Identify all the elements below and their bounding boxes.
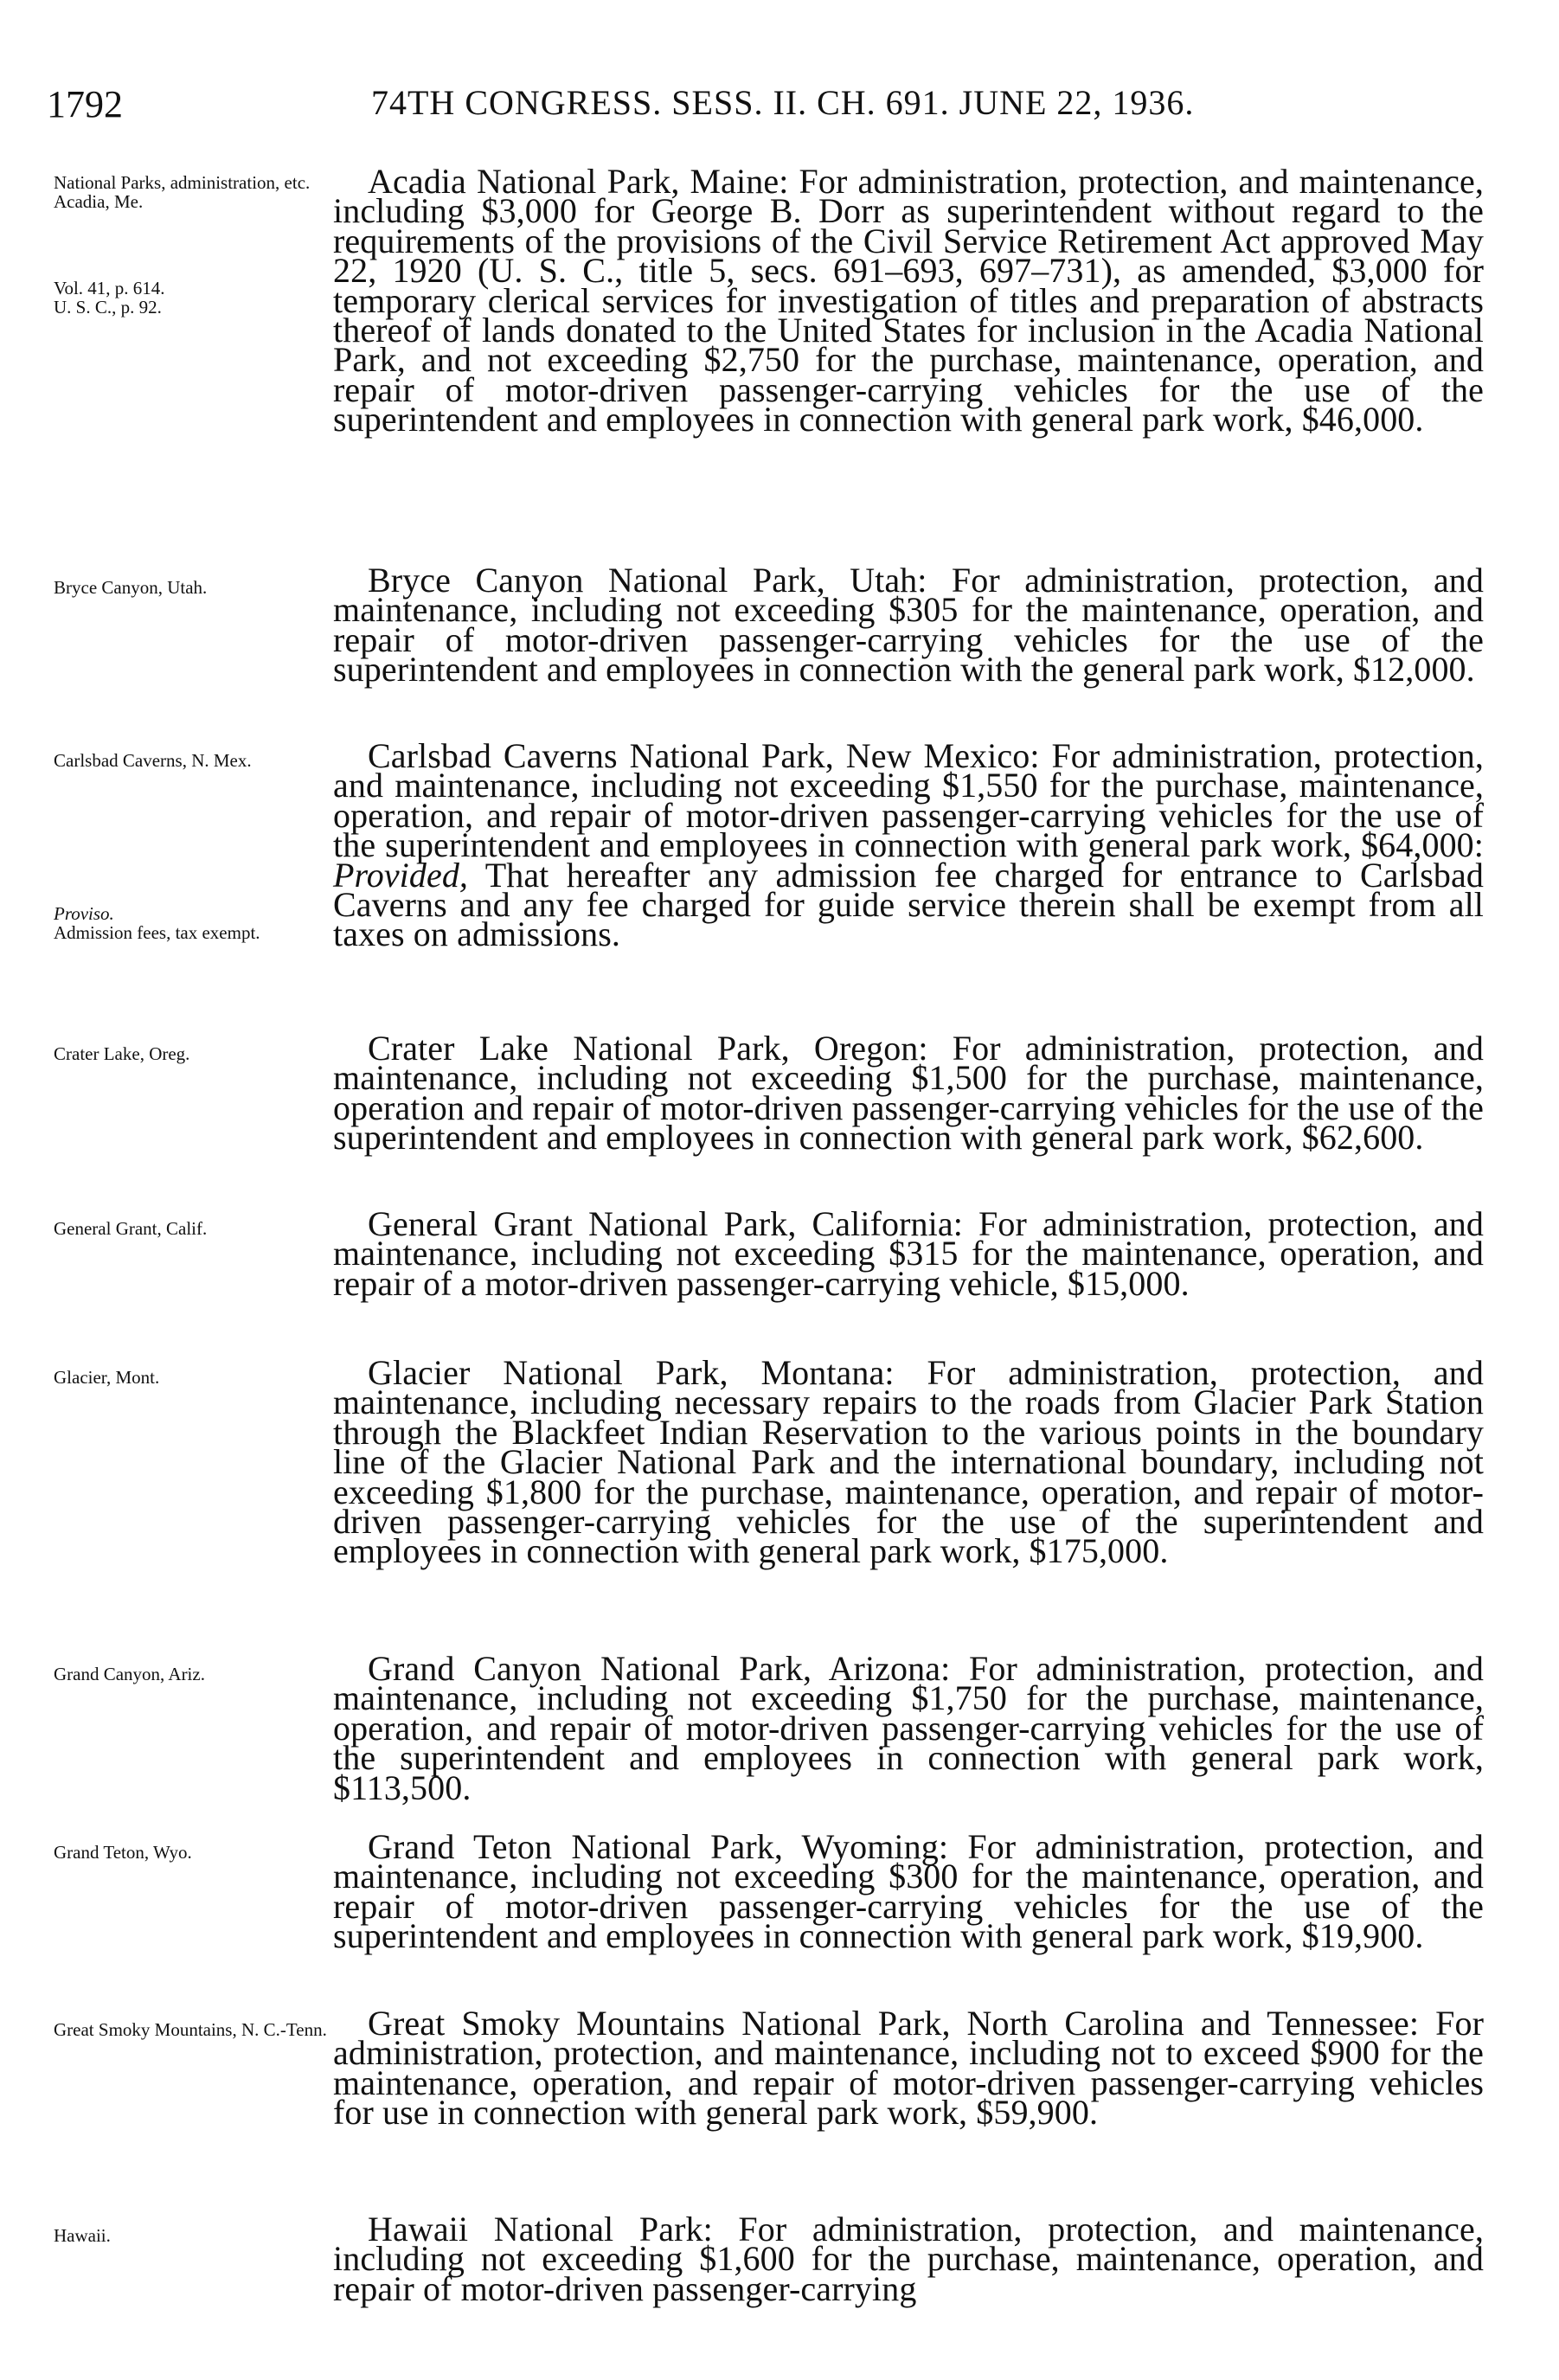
margin-note-line: Crater Lake, Oreg. bbox=[54, 1043, 190, 1064]
margin-note-line: National Parks, administration, etc. bbox=[54, 172, 311, 193]
paragraph-text: Grand Teton National Park, Wyoming: For administration, protection, and maintenance, including not exceeding $300 for the maintenance, operation, and repair of motor-driven passenger-carrying vehicles for the use of the superintendent and employees in connection with general park work, $19,900. bbox=[333, 1827, 1484, 1956]
paragraph-crater-lake bbox=[333, 1029, 1484, 1158]
margin-note-line: Glacier, Mont. bbox=[54, 1367, 160, 1388]
paragraph-text: General Grant National Park, California: For administration, protection, and maintenance, including not exceeding $315 for the maintenance, operation, and repair of a motor-driven passenger-carrying vehicle, $15,000. bbox=[333, 1204, 1484, 1303]
paragraph-hawaii bbox=[333, 2210, 1484, 2308]
paragraph-tail: That hereafter any admission fee charged for entrance to Carlsbad Caverns and any fee charged for guide service therein shall be exempt from all taxes on admissions. bbox=[333, 855, 1484, 954]
paragraph-text: Great Smoky Mountains National Park, North Carolina and Tennessee: For administration, protection, and maintenance, including not to exceed $900 for the maintenance, operation, and repair of motor-driven passenger-carrying vehicles for use in connection with general park work, $59,900. bbox=[333, 2004, 1484, 2133]
running-head: 74TH CONGRESS. SESS. II. CH. 691. JUNE 22, 1936. bbox=[371, 83, 1195, 122]
page-number: 1792 bbox=[47, 83, 123, 125]
paragraph-carlsbad bbox=[333, 736, 1484, 954]
margin-note-bryce bbox=[54, 578, 330, 597]
paragraph-text: Glacier National Park, Montana: For administration, protection, and maintenance, including necessary repairs to the roads from Glacier Park Station through the Blackfeet Indian Reservation to the various points in the boundary line of the Glacier National Park and the international boundary, including not exceeding $1,800 for the purchase, maintenance, operation, and repair of motor-driven passenger-carrying vehicles for the use of the superintendent and employees in connection with general park work, $175,000. bbox=[333, 1353, 1484, 1571]
running-header bbox=[47, 82, 1483, 134]
paragraph-text: Crater Lake National Park, Oregon: For administration, protection, and maintenance, including not exceeding $1,500 for the purchase, maintenance, operation and repair of motor-driven passenger-carrying vehicles for the use of the superintendent and employees in connection with general park work, $62,600. bbox=[333, 1029, 1484, 1158]
margin-note-grand-canyon bbox=[54, 1665, 330, 1684]
paragraph-text bbox=[333, 736, 1484, 954]
paragraph-bryce-canyon bbox=[333, 561, 1484, 690]
margin-note-line: U. S. C., p. 92. bbox=[54, 297, 162, 318]
margin-note-line: Bryce Canyon, Utah. bbox=[54, 577, 208, 598]
margin-note-glacier bbox=[54, 1368, 330, 1387]
margin-note-proviso bbox=[54, 904, 330, 942]
margin-note-general-grant bbox=[54, 1219, 330, 1238]
paragraph-grand-canyon bbox=[333, 1649, 1484, 1807]
margin-note-crater-lake bbox=[54, 1044, 330, 1063]
margin-note-line: Vol. 41, p. 614. bbox=[54, 278, 165, 298]
margin-note-grand-teton bbox=[54, 1843, 330, 1862]
margin-note-carlsbad bbox=[54, 751, 330, 770]
paragraph-acadia bbox=[333, 162, 1484, 439]
paragraph-grand-teton bbox=[333, 1827, 1484, 1956]
margin-note-line: Carlsbad Caverns, N. Mex. bbox=[54, 750, 252, 771]
paragraph-text: Acadia National Park, Maine: For administration, protection, and maintenance, including $3,000 for George B. Dorr as superintendent without regard to the requirements of the provisions of the Civil Service Retirement Act approved May 22, 1920 (U. S. C., title 5, secs. 691–693, 697–731), as amended, $3,000 for temporary clerical services for investigation of titles and preparation of abstracts thereof of lands donated to the United States for inclusion in the Acadia National Park, and not exceeding $2,750 for the purchase, maintenance, operation, and repair of motor-driven passenger-carrying vehicles for the use of the superintendent and employees in connection with general park work, $46,000. bbox=[333, 162, 1484, 439]
margin-note-line: Proviso. bbox=[54, 903, 114, 924]
margin-note-line: Acadia, Me. bbox=[54, 191, 144, 212]
paragraph-text: Grand Canyon National Park, Arizona: For administration, protection, and maintenance, including not exceeding $1,750 for the purchase, maintenance, operation, and repair of motor-driven passenger-carrying vehicles for the use of the superintendent and employees in connection with general park work, $113,500. bbox=[333, 1649, 1484, 1807]
paragraph-main: Carlsbad Caverns National Park, New Mexico: For administration, protection, and maintenance, including not exceeding $1,550 for the purchase, maintenance, operation, and repair of motor-driven passenger-carrying vehicles for the use of the superintendent and employees in connection with general park work, $64,000: bbox=[333, 736, 1484, 865]
margin-note-line: Hawaii. bbox=[54, 2225, 111, 2246]
margin-note-citation bbox=[54, 279, 330, 317]
margin-note-line: Grand Canyon, Ariz. bbox=[54, 1664, 205, 1684]
proviso-word: Provided, bbox=[333, 855, 469, 895]
margin-note-hawaii bbox=[54, 2226, 330, 2245]
margin-note-line: Admission fees, tax exempt. bbox=[54, 922, 260, 943]
margin-note-line: General Grant, Calif. bbox=[54, 1218, 208, 1239]
margin-note-line: Grand Teton, Wyo. bbox=[54, 1842, 192, 1863]
paragraph-text: Hawaii National Park: For administration, protection, and maintenance, including not exceeding $1,600 for the purchase, maintenance, operation, and repair of motor-driven passenger-carrying bbox=[333, 2210, 1484, 2308]
paragraph-text: Bryce Canyon National Park, Utah: For administration, protection, and maintenance, including not exceeding $305 for the maintenance, operation, and repair of motor-driven passenger-carrying vehicles for the use of the superintendent and employees in connection with the general park work, $12,000. bbox=[333, 561, 1484, 690]
margin-note-acadia bbox=[54, 173, 330, 211]
paragraph-general-grant bbox=[333, 1204, 1484, 1303]
margin-note-great-smoky bbox=[54, 2020, 330, 2039]
paragraph-great-smoky bbox=[333, 2004, 1484, 2133]
paragraph-glacier bbox=[333, 1353, 1484, 1571]
margin-note-line: Great Smoky Mountains, N. C.-Tenn. bbox=[54, 2019, 327, 2040]
